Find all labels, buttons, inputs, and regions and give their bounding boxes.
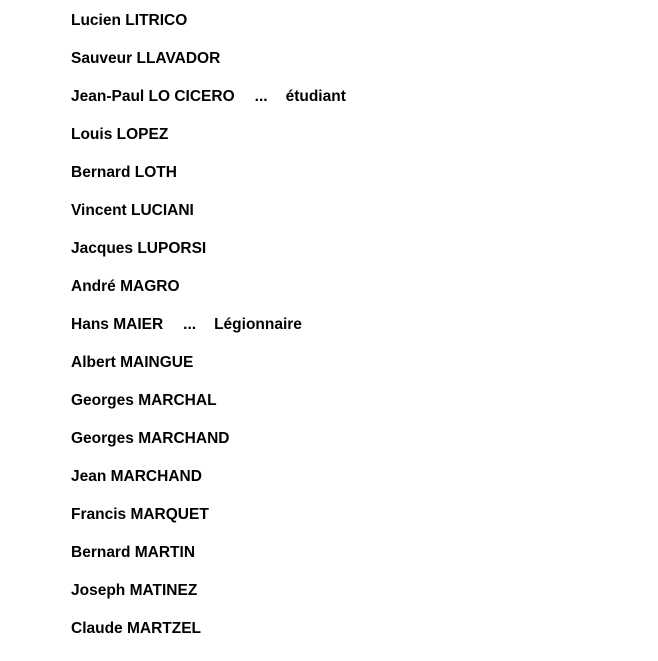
person-name: Louis LOPEZ [71, 126, 169, 143]
person-name: Hans MAIER [71, 316, 164, 333]
ellipsis-separator: ... [254, 88, 268, 105]
person-name: Francis MARQUET [71, 506, 209, 523]
names-list [71, 11, 346, 657]
person-name: Joseph MATINEZ [71, 582, 198, 599]
person-name: Georges MARCHAL [71, 392, 217, 409]
list-item [71, 581, 346, 619]
person-name: Vincent LUCIANI [71, 202, 194, 219]
list-item [71, 11, 346, 49]
list-item [71, 543, 346, 581]
list-item [71, 467, 346, 505]
person-note: Légionnaire [214, 316, 302, 333]
person-name: Lucien LITRICO [71, 12, 188, 29]
list-item [71, 239, 346, 277]
person-name: André MAGRO [71, 278, 180, 295]
person-name: Albert MAINGUE [71, 354, 194, 371]
person-name: Jacques LUPORSI [71, 240, 207, 257]
person-name: Claude MARTZEL [71, 620, 202, 637]
list-item [71, 49, 346, 87]
person-name: Sauveur LLAVADOR [71, 50, 221, 67]
person-name: Bernard LOTH [71, 164, 177, 181]
person-note: étudiant [285, 88, 346, 105]
list-item [71, 505, 346, 543]
list-item [71, 277, 346, 315]
list-item [71, 391, 346, 429]
list-item [71, 619, 346, 657]
list-item [71, 315, 346, 353]
list-item [71, 201, 346, 239]
person-name: Jean-Paul LO CICERO [71, 88, 235, 105]
list-item [71, 429, 346, 467]
person-name: Bernard MARTIN [71, 544, 196, 561]
person-name: Jean MARCHAND [71, 468, 202, 485]
ellipsis-separator: ... [183, 316, 197, 333]
list-item [71, 87, 346, 125]
list-item [71, 163, 346, 201]
person-name: Georges MARCHAND [71, 430, 230, 447]
list-item [71, 353, 346, 391]
list-item [71, 125, 346, 163]
